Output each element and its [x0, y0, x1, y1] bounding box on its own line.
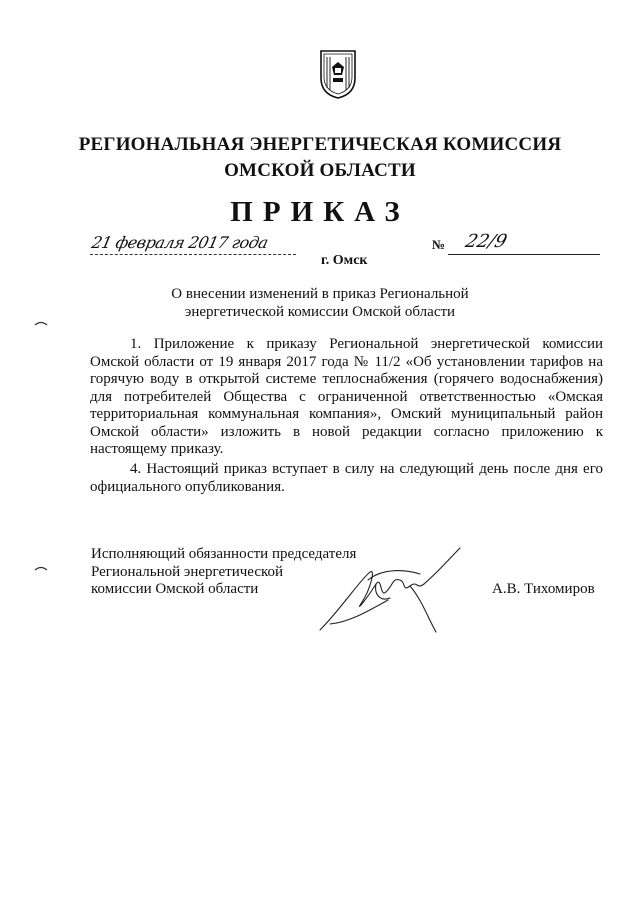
organization-name-line2: ОМСКОЙ ОБЛАСТИ	[224, 160, 416, 181]
organization-name-line1: РЕГИОНАЛЬНАЯ ЭНЕРГЕТИЧЕСКАЯ КОМИССИЯ	[78, 134, 562, 155]
date-underline	[90, 254, 296, 255]
signatory-role-line3: комиссии Омской области	[91, 581, 259, 597]
number-label: №	[432, 237, 446, 252]
paragraph-4: 4. Настоящий приказ вступает в силу на следующий день после дня его официального опубликования.	[90, 461, 603, 495]
city-label: г. Омск	[321, 253, 368, 268]
document-title: ПРИКАЗ	[230, 196, 410, 228]
signatory-role-line2: Региональной энергетической	[91, 563, 284, 580]
number-underline	[448, 254, 600, 255]
coat-of-arms-icon	[318, 48, 358, 100]
margin-mark-icon	[34, 320, 48, 326]
handwritten-date: 21 февраля 2017 года	[89, 233, 270, 252]
paragraph-1: 1. Приложение к приказу Региональной энергетической комиссии Омской области от 19 января 2017 года № 11/2 «Об установлении тарифов на горячую воду в открытой системе теплоснабжения (горячего водоснабжения) для потребителей Общества с ограниченной ответственностью «Омская территориальная коммунальная компания», Омский муниципальный район Омской области» изложить в новой редакции согласно приложению к настоящему приказу.	[90, 336, 603, 457]
margin-mark-icon	[34, 565, 48, 571]
signatory-name: А.В. Тихомиров	[492, 581, 595, 597]
signatory-role-line1: Исполняющий обязанности председателя	[91, 546, 357, 562]
subject-line2: энергетической комиссии Омской области	[184, 304, 456, 320]
handwritten-signature	[310, 540, 480, 640]
subject-line1: О внесении изменений в приказ Региональной	[171, 286, 469, 302]
handwritten-number: 22/9	[463, 231, 510, 252]
